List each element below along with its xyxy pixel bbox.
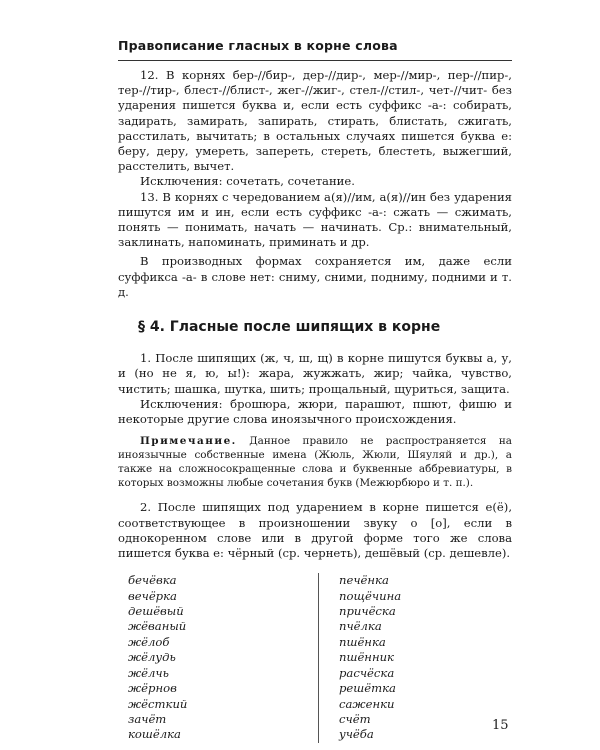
word-item: вечёрка: [128, 588, 177, 603]
rule-2-paragraph: 2. После шипящих под ударением в корне пишется е(ё), соответствующее в произношении звуку о [о], если в однокоренном слове или в другой форме того же слова пишется буква е: чёрный (ср. чернеть), дешёвый (ср. дешевле).: [118, 500, 512, 561]
word-column-right: [318, 573, 499, 742]
word-item: решётка: [339, 681, 396, 696]
note-text: Данное правило не распространяется на иноязычные собственные имена (Жюль, Жюли, Шяуляй и др.), а также на сложносокращенные слова и буквенные аббревиатуры, в которых возможны любые сочетания букв (Межюрбюро и т. п.).: [118, 435, 512, 489]
word-item: жёваный: [128, 619, 187, 634]
word-item: жёсткий: [128, 696, 188, 711]
word-item: печёнка: [339, 573, 389, 588]
page-number: 15: [492, 718, 509, 733]
word-column-left: [128, 573, 318, 742]
word-list: [128, 573, 512, 742]
word-item: дешёвый: [128, 604, 184, 619]
word-item: саженки: [339, 696, 395, 711]
rule-13-derived-forms: В производных формах сохраняется им, даже если суффикса -а- в слове нет: сниму, сними, подниму, подними и т. д.: [118, 254, 512, 299]
word-item: бечёвка: [128, 573, 177, 588]
word-item: жёлудь: [128, 650, 176, 665]
word-item: счёт: [339, 711, 371, 726]
page-content: [118, 68, 512, 743]
word-item: пшённик: [339, 650, 394, 665]
word-item: жёлчь: [128, 665, 169, 680]
rule-1-exceptions: Исключения: брошюра, жюри, парашют, пшют, фишю и некоторые другие слова иноязычного происхождения.: [118, 396, 512, 427]
word-item: кошёлка: [128, 727, 181, 742]
word-item: причёска: [339, 604, 396, 619]
word-item: учёба: [339, 727, 374, 742]
running-header: Правописание гласных в корне слова: [118, 38, 398, 53]
rule-12-exceptions: Исключения: сочетать, сочетание.: [140, 174, 355, 189]
word-item: пчёлка: [339, 619, 382, 634]
word-item: жёлоб: [128, 634, 170, 649]
rule-1-paragraph: 1. После шипящих (ж, ч, ш, щ) в корне пишутся буквы а, у, и (но не я, ю, ы!): жара, жужжать, жир; чайка, чувство, чистить; шашка, шутка, шить; прощальный, щуриться, защита.: [118, 351, 512, 396]
rule-12-paragraph: 12. В корнях бер-//бир-, дер-//дир-, мер-//мир-, пер-//пир-, тер-//тир-, блест-//блист-, жег-//жиг-, стел-//стил-, чет-//чит- без ударения пишется буква и, если есть суффикс -а-: собирать, задирать, замирать, запирать, стирать, блистать, сжигать, расстилать, вычитать; в остальных случаях пишется буква е: беру, деру, умереть, запереть, стереть, блестеть, выжегший, расстелить, вычет.: [118, 68, 512, 174]
word-item: пшёнка: [339, 634, 386, 649]
word-item: жёрнов: [128, 681, 177, 696]
word-item: пощёчина: [339, 588, 402, 603]
rule-13-paragraph: 13. В корнях с чередованием а(я)//им, а(я)//ин без ударения пишутся им и ин, если есть суффикс -а-: сжать — сжимать, понять — понимать, начать — начинать. Ср.: внимательный, заклинать, напоминать, приминать и др.: [118, 189, 512, 250]
word-item: расчёска: [339, 665, 395, 680]
section-title: § 4. Гласные после шипящих в корне: [138, 319, 441, 336]
note-label: Примечание.: [140, 435, 237, 448]
word-item: зачёт: [128, 711, 167, 726]
header-divider: [118, 60, 512, 61]
note-paragraph: [118, 435, 512, 490]
